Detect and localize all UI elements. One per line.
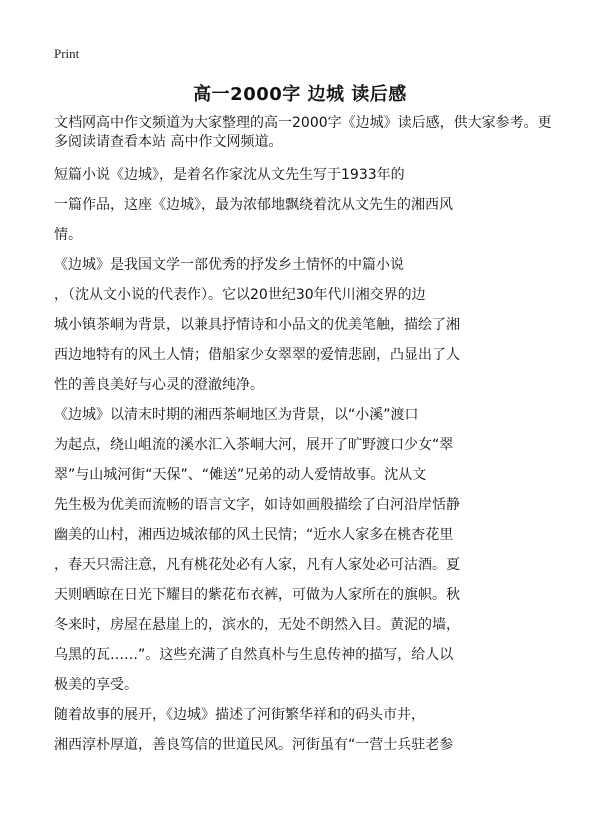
body-line: 西边地特有的风土人情；借船家少女翠翠的爱情悲剧，凸显出了人	[54, 347, 460, 363]
body-line: 极美的享受。	[54, 677, 138, 693]
body-line: 随着故事的展开，《边城》描述了河街繁华祥和的码头市井，	[54, 707, 425, 723]
body-line: 《边城》是我国文学一部优秀的抒发乡土情怀的中篇小说	[54, 257, 404, 273]
body-line: 一篇作品，这座《边城》，最为浓郁地飘绕着沈从文先生的湘西风	[54, 197, 453, 213]
body-line: 乌黑的瓦……”。这些充满了自然真朴与生息传神的描写，给人以	[54, 647, 454, 663]
body-line: 天则晒晾在日光下耀目的紫花布衣裤，可做为人家所在的旗帜。秋	[54, 587, 460, 603]
print-label: Print	[54, 46, 80, 61]
body-line: ，春天只需注意，凡有桃花处必有人家，凡有人家处必可沽酒。夏	[54, 557, 460, 573]
body-line: 先生极为优美而流畅的语言文字，如诗如画般描绘了白河沿岸恬静	[54, 497, 460, 513]
body-line: 翠”与山城河街“天保”、“傩送”兄弟的动人爱情故事。沈从文	[54, 467, 427, 483]
body-line: 幽美的山村，湘西边城浓郁的风土民情；“近水人家多在桃杏花里	[54, 527, 454, 543]
intro-paragraph	[54, 114, 554, 152]
intro-line: 文档网高中作文频道为大家整理的高一2000字《边城》读后感，供大家参考。更	[54, 115, 552, 131]
body-line: 湘西淳朴厚道，善良笃信的世道民风。河街虽有“一营士兵驻老参	[54, 737, 454, 753]
intro-line: 多阅读请查看本站 高中作文网频道。	[54, 134, 283, 150]
body-line: 《边城》以清末时期的湘西茶峒地区为背景，以“小溪”渡口	[54, 407, 419, 423]
body-line: 城小镇茶峒为背景，以兼具抒情诗和小品文的优美笔触，描绘了湘	[54, 317, 460, 333]
body-line: 情。	[54, 227, 82, 243]
body-line: 冬来时，房屋在悬崖上的，滨水的，无处不朗然入目。黄泥的墙，	[54, 617, 460, 633]
body-line: 短篇小说《边城》，是着名作家沈从文先生写于1933年的	[54, 167, 405, 183]
body-line: 为起点，绕山岨流的溪水汇入茶峒大河，展开了旷野渡口少女“翠	[54, 437, 454, 453]
body-line: 性的善良美好与心灵的澄澈纯净。	[54, 377, 264, 393]
document-body	[54, 114, 554, 760]
page-title: 高一2000字 边城 读后感	[193, 84, 407, 105]
body-line: ，（沈从文小说的代表作）。它以20世纪30年代川湘交界的边	[54, 287, 426, 303]
